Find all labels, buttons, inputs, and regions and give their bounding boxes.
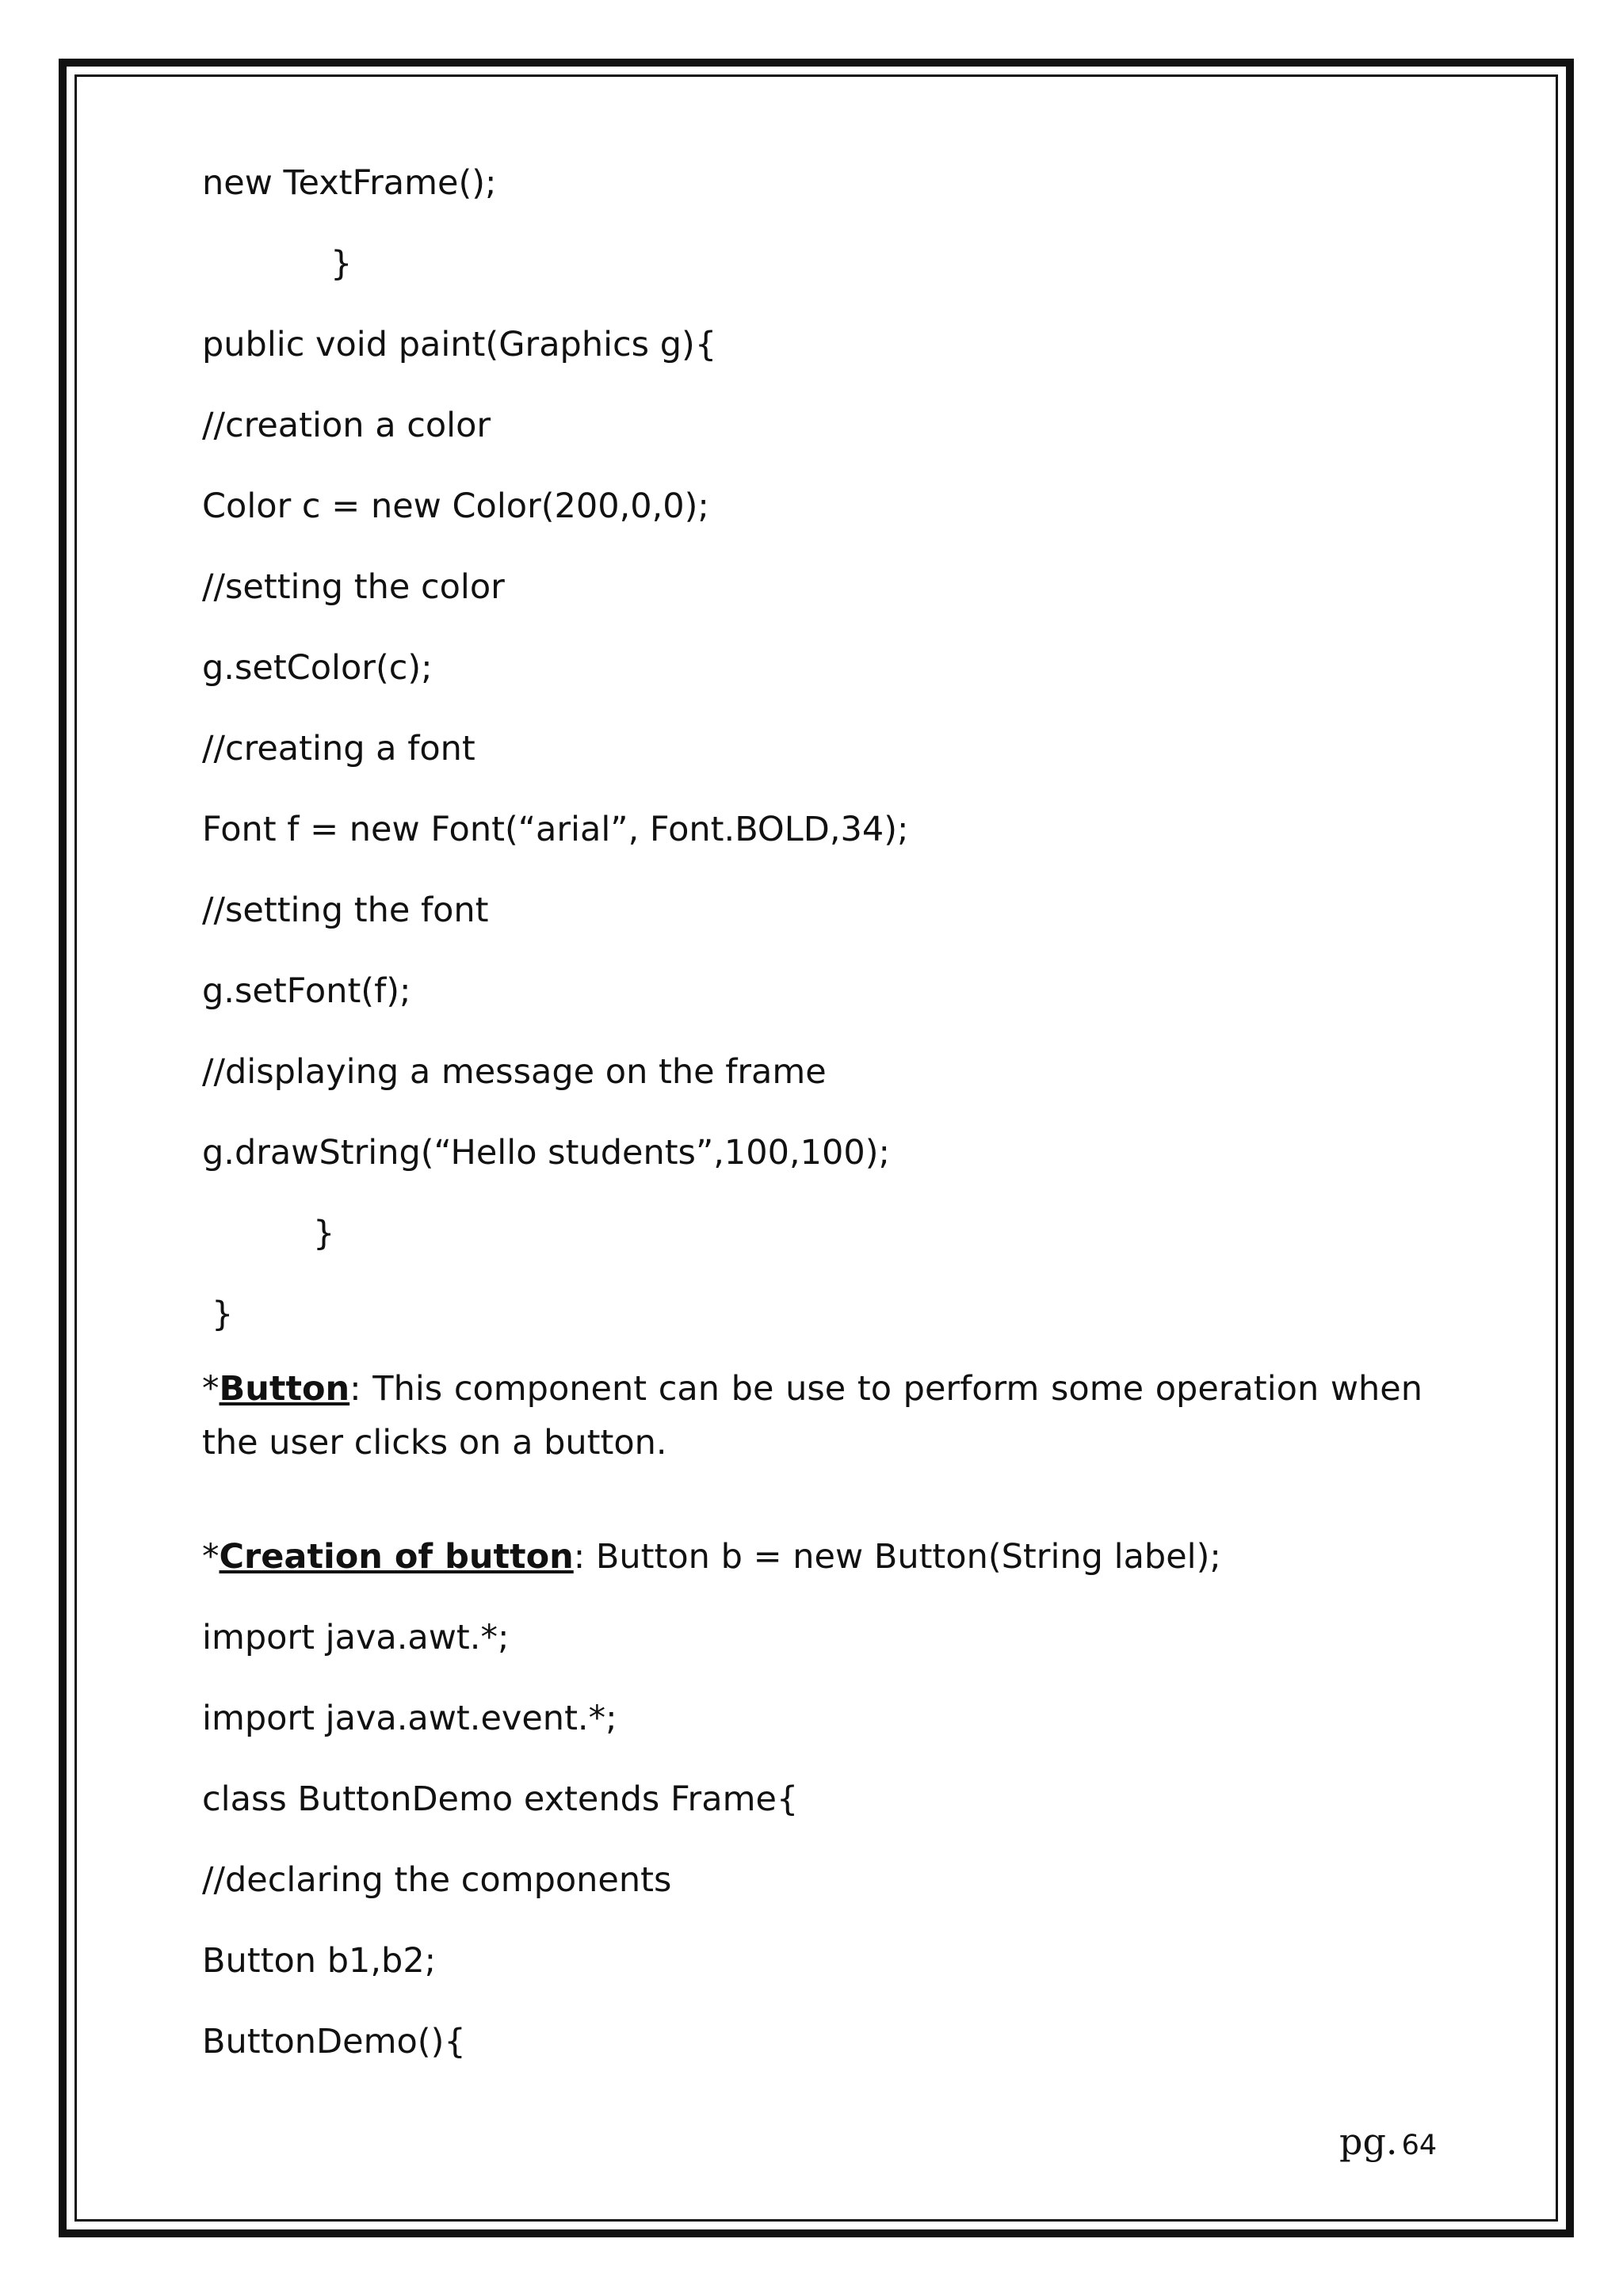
code-line: Color c = new Color(200,0,0); <box>202 486 709 526</box>
code-line: import java.awt.event.*; <box>202 1699 617 1738</box>
code-line: ButtonDemo(){ <box>202 2022 466 2061</box>
button-definition <box>202 1362 1423 1470</box>
code-comment: //creating a font <box>202 729 475 769</box>
code-line: } <box>212 1295 234 1334</box>
code-comment: //creation a color <box>202 406 491 445</box>
code-comment: //displaying a message on the frame <box>202 1052 827 1092</box>
code-line: Button b1,b2; <box>202 1941 437 1981</box>
definition-prefix: * <box>202 1369 220 1409</box>
page-number: 64 <box>1401 2130 1438 2161</box>
code-line: } <box>313 1214 335 1253</box>
creation-definition <box>202 1536 1221 1577</box>
code-line: Font f = new Font(“arial”, Font.BOLD,34); <box>202 810 909 849</box>
code-line: import java.awt.*; <box>202 1618 510 1657</box>
code-line: new TextFrame(); <box>202 163 497 203</box>
definition-term: Button <box>219 1369 350 1409</box>
definition-prefix: * <box>202 1537 220 1577</box>
page-label: pg. <box>1339 2120 1398 2163</box>
code-line: class ButtonDemo extends Frame{ <box>202 1779 799 1819</box>
code-line: } <box>330 244 353 284</box>
definition-text: : Button b = new Button(String label); <box>573 1537 1221 1577</box>
code-line: public void paint(Graphics g){ <box>202 325 717 364</box>
code-line: g.setColor(c); <box>202 648 433 688</box>
code-line: g.drawString(“Hello students”,100,100); <box>202 1133 890 1173</box>
code-comment: //declaring the components <box>202 1860 672 1900</box>
code-comment: //setting the font <box>202 891 489 930</box>
code-line: g.setFont(f); <box>202 971 411 1011</box>
page-footer <box>1339 2120 1437 2163</box>
definition-text: : This component can be use to perform some operation when the user clicks on a button. <box>202 1369 1423 1463</box>
definition-term: Creation of button <box>219 1537 574 1577</box>
code-comment: //setting the color <box>202 567 505 607</box>
